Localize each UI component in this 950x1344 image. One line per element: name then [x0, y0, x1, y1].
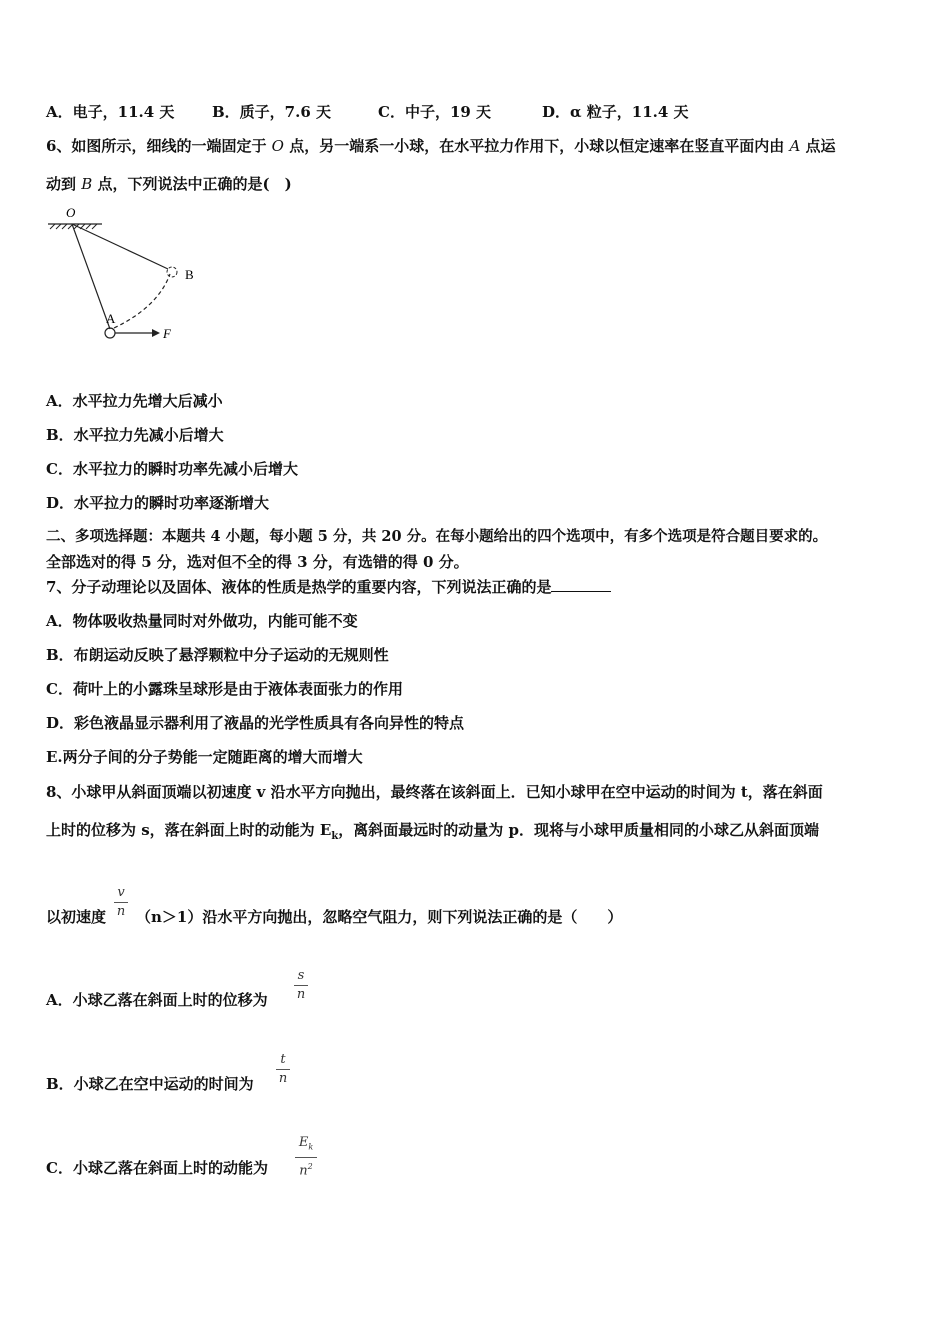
ball-a — [105, 328, 115, 338]
q5-option-d: D．α 粒子，11.4 天 — [542, 103, 689, 121]
label-a: A — [106, 311, 116, 326]
q6-option-a: A．水平拉力先增大后减小 — [46, 392, 223, 410]
section2-line1: 二、多项选择题：本题共 4 小题，每小题 5 分，共 20 分。在每小题给出的四个选项中，有多个选项是符合题目要求的。 — [46, 528, 828, 545]
q7-stem: 7、分子动理论以及固体、液体的性质是热学的重要内容，下列说法正确的是 — [46, 577, 611, 597]
q5-option-b: B．质子，7.6 天 — [212, 103, 331, 121]
q6-stem-line1: 6、如图所示，细线的一端固定于 O 点，另一端系一小球，在水平拉力作用下，小球以恒定速率在竖直平面内由 A 点运 — [46, 137, 836, 155]
q8-option-a: A．小球乙落在斜面上时的位移为 — [46, 991, 268, 1009]
fraction-v-over-n: v n — [114, 884, 128, 921]
q7-option-c: C．荷叶上的小露珠呈球形是由于液体表面张力的作用 — [46, 680, 403, 698]
label-f: F — [163, 326, 171, 341]
fraction-s-over-n: s n — [294, 967, 308, 1004]
q8-stem-line2: 上时的位移为 s，落在斜面上时的动能为 $E_k$，离斜面最远时的动量为 p．现将与小球甲质量相同的小球乙从斜面顶端 — [46, 821, 819, 842]
q5-option-a: A．电子，11.4 天 — [46, 103, 175, 121]
ball-b — [167, 267, 177, 277]
pendulum-figure — [40, 202, 220, 352]
q8-stem-line1: 8、小球甲从斜面顶端以初速度 v 沿水平方向抛出，最终落在该斜面上．已知小球甲在空中运动的时间为 t，落在斜面 — [46, 783, 823, 801]
section2-line2: 全部选对的得 5 分，选对但不全的得 3 分，有选错的得 0 分。 — [46, 553, 469, 571]
q8-option-c: C．小球乙落在斜面上时的动能为 — [46, 1159, 268, 1177]
answer-blank — [551, 577, 611, 592]
force-arrow-head — [152, 329, 160, 337]
q8-option-b: B．小球乙在空中运动的时间为 — [46, 1075, 254, 1093]
q7-option-a: A．物体吸收热量同时对外做功，内能可能不变 — [46, 612, 358, 630]
q6-option-d: D．水平拉力的瞬时功率逐渐增大 — [46, 494, 270, 512]
q7-option-b: B．布朗运动反映了悬浮颗粒中分子运动的无规则性 — [46, 646, 389, 664]
q7-option-e: E.两分子间的分子势能一定随距离的增大而增大 — [46, 748, 363, 766]
q8-stem-line3: 以初速度 （n＞1）沿水平方向抛出，忽略空气阻力，则下列说法正确的是（ ） — [46, 908, 623, 926]
fraction-t-over-n: t n — [276, 1051, 290, 1088]
q6-option-c: C．水平拉力的瞬时功率先减小后增大 — [46, 460, 298, 478]
arc-path — [114, 274, 170, 328]
label-b: B — [185, 267, 194, 282]
label-o: O — [66, 205, 76, 220]
q6-option-b: B．水平拉力先减小后增大 — [46, 426, 224, 444]
fraction-ek-over-n2: $E_k$ $n^2$ — [295, 1134, 317, 1180]
q7-option-d: D．彩色液晶显示器利用了液晶的光学性质具有各向异性的特点 — [46, 714, 465, 732]
q5-option-c: C．中子，19 天 — [378, 103, 492, 121]
q6-stem-line2: 动到 B 点，下列说法中正确的是( ) — [46, 175, 292, 193]
